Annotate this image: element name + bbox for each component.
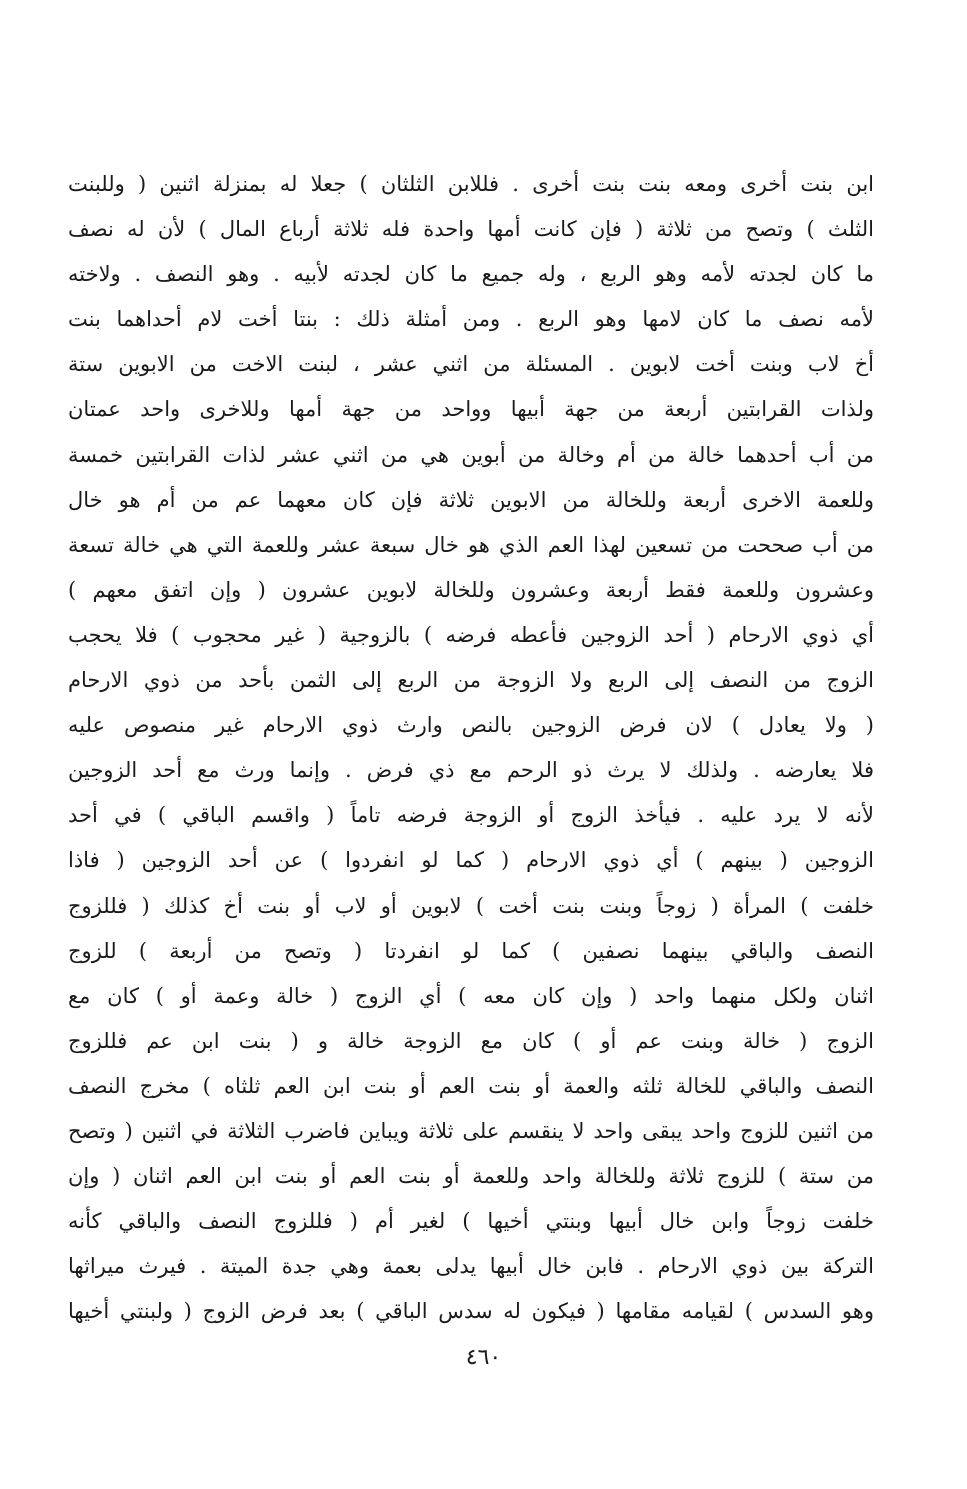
text-line: وللعمة الاخرى أربعة وللخالة من الابوين ثلاثة فإن كان معهما عم من أم هو خال xyxy=(68,487,874,512)
text-line: من أب صححت من تسعين لهذا العم الذي هو خال سبعة عشر وللعمة التي هي خالة تسعة xyxy=(68,532,874,557)
text-line: أخ لاب وبنت أخت لابوين . المسئلة من اثني عشر ، لبنت الاخت من الابوين ستة xyxy=(68,352,874,377)
text-line: ( ولا يعادل ) لان فرض الزوجين بالنص وارث ذوي الارحام غير منصوص عليه xyxy=(68,713,874,738)
text-line: وهو السدس ) لقيامه مقامها ( فيكون له سدس الباقي ) بعد فرض الزوج ( ولبنتي أخيها xyxy=(68,1299,874,1324)
text-line: من ستة ) للزوج ثلاثة وللخالة واحد وللعمة أو بنت العم أو بنت ابن العم اثنان ( وإن xyxy=(68,1164,874,1189)
text-line: ابن بنت أخرى ومعه بنت بنت أخرى . فللابن الثلثان ) جعلا له بمنزلة اثنين ( وللبنت xyxy=(68,172,874,196)
text-line: ما كان لجدته لأمه وهو الربع ، وله جميع ما كان لجدته لأبيه . وهو النصف . ولاخته xyxy=(68,262,874,287)
text-line: لأمه نصف ما كان لامها وهو الربع . ومن أمثلة ذلك : بنتا أخت لام أحداهما بنت xyxy=(68,307,874,332)
text-line: خلفت زوجاً وابن خال أبيها وبنتي أخيها ) لغير أم ( فللزوج النصف والباقي كأنه xyxy=(68,1209,874,1234)
text-line: النصف والباقي للخالة ثلثه والعمة أو بنت العم أو بنت ابن العم ثلثاه ) مخرج النصف xyxy=(68,1073,874,1098)
text-line: الثلث ) وتصح من ثلاثة ( فإن كانت أمها واحدة فله ثلاثة أرباع المال ) لأن له نصف xyxy=(68,217,874,242)
text-line: الزوج من النصف إلى الربع ولا الزوجة من الربع إلى الثمن بأحد من ذوي الارحام xyxy=(68,668,874,693)
text-line: النصف والباقي بينهما نصفين ) كما لو انفردتا ( وتصح من أربعة ) للزوج xyxy=(68,938,874,963)
text-line: من أب أحدهما خالة من أم وخالة من أبوين هي من اثني عشر لذات القرابتين خمسة xyxy=(68,442,874,467)
page-number: ٤٦٠ xyxy=(465,1345,502,1370)
text-line: ولذات القرابتين أربعة من جهة أبيها وواحد من جهة أمها وللاخرى واحد عمتان xyxy=(68,397,874,422)
text-line: الزوجين ( بينهم ) أي ذوي الارحام ( كما لو انفردوا ) عن أحد الزوجين ( فاذا xyxy=(68,848,874,873)
text-line: اثنان ولكل منهما واحد ( وإن كان معه ) أي الزوج ( خالة وعمة أو ) كان مع xyxy=(68,983,874,1008)
text-line: فلا يعارضه . ولذلك لا يرث ذو الرحم مع ذي فرض . وإنما ورث مع أحد الزوجين xyxy=(68,758,874,783)
text-line: وعشرون وللعمة فقط أربعة وعشرون وللخالة لابوين عشرون ( وإن اتفق معهم ) xyxy=(68,577,874,602)
text-line: خلفت ) المرأة ( زوجاً وبنت بنت أخت ) لابوين أو لاب أو بنت أخ كذلك ( فللزوج xyxy=(68,893,874,918)
text-line: الزوج ( خالة وبنت عم أو ) كان مع الزوجة خالة و ( بنت ابن عم فللزوج xyxy=(68,1028,874,1053)
body-text xyxy=(68,162,874,1334)
text-line: التركة بين ذوي الارحام . فابن خال أبيها يدلى بعمة وهي جدة الميتة . فيرث ميراثها xyxy=(68,1254,874,1279)
text-line: لأنه لا يرد عليه . فيأخذ الزوج أو الزوجة فرضه تاماً ( واقسم الباقي ) في أحد xyxy=(68,803,874,828)
text-line: أي ذوي الارحام ( أحد الزوجين فأعطه فرضه ) بالزوجية ( غير محجوب ) فلا يحجب xyxy=(68,622,874,647)
text-line: من اثنين للزوج واحد يبقى واحد لا ينقسم على ثلاثة ويباين فاضرب الثلاثة في اثنين ( وتصح xyxy=(68,1118,874,1143)
